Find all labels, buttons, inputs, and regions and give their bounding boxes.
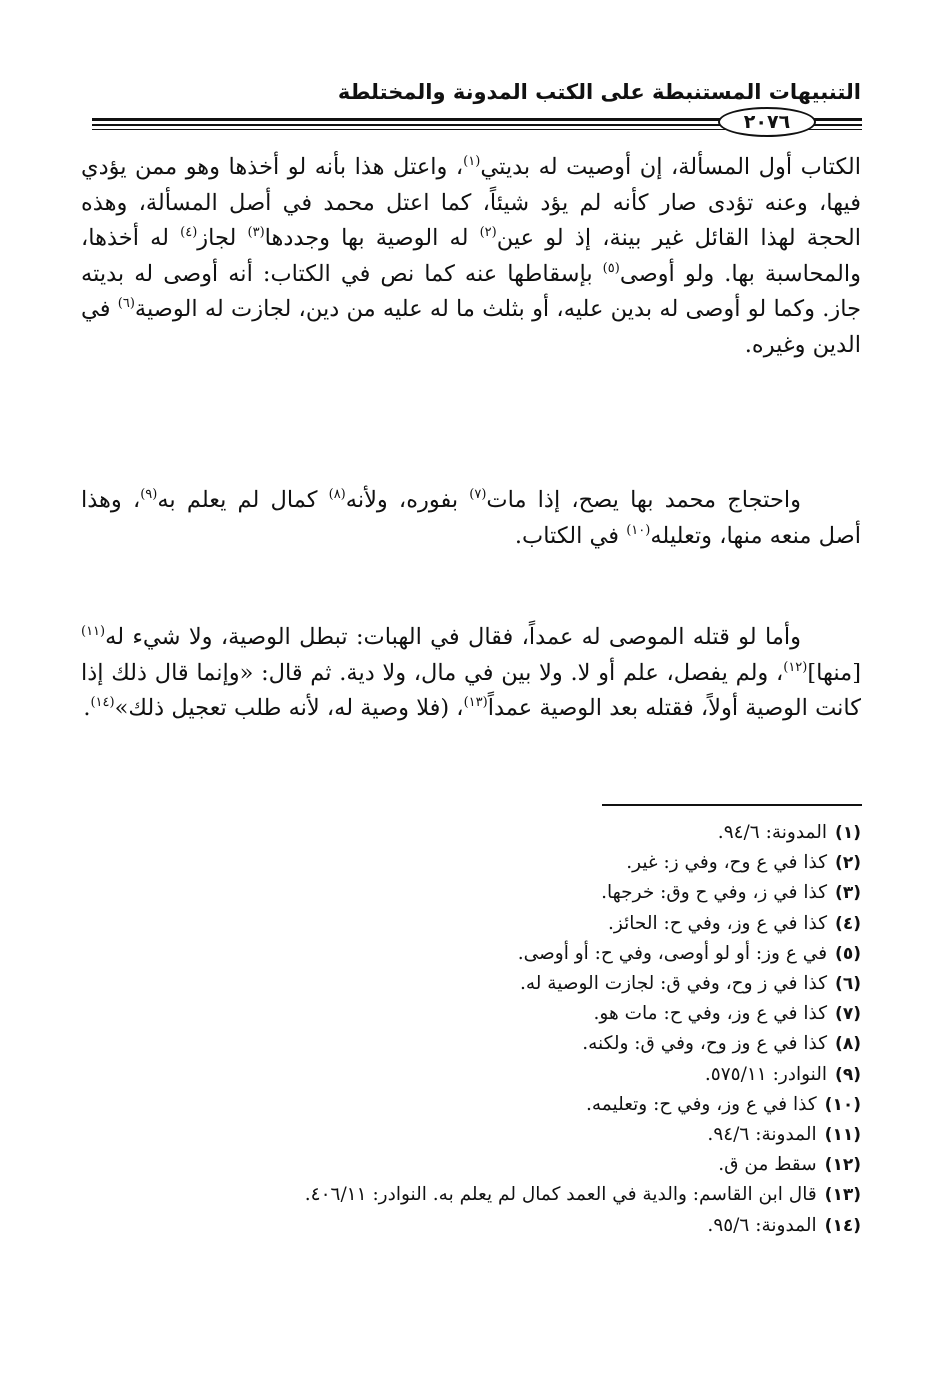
footnote bbox=[81, 969, 861, 999]
footnote-number: (٧) bbox=[835, 1004, 861, 1025]
footnote-text: قال ابن القاسم: والدية في العمد كمال لم يعلم به. النوادر: ٤٠٦/١١. bbox=[304, 1184, 817, 1206]
body-paragraph-3 bbox=[81, 620, 861, 727]
body-paragraph-1 bbox=[81, 150, 861, 363]
footnote-separator bbox=[602, 804, 862, 806]
text-run: واحتجاج محمد بها يصح، إذا مات bbox=[486, 487, 801, 513]
footnote-ref: (١٢) bbox=[783, 659, 808, 675]
footnote bbox=[81, 848, 861, 878]
footnote-number: (٩) bbox=[835, 1064, 861, 1085]
text-run: بإسقاطها عنه كما نص في الكتاب: أنه أوصى له بديته جاز. وكما لو أوصى له بدين عليه، أو بثلث ما له عليه من دين، لجازت له الوصية bbox=[81, 260, 861, 322]
footnote-ref: (٣) bbox=[247, 225, 265, 240]
footnote bbox=[81, 1211, 861, 1241]
text-run: ، (فلا وصية له، لأنه طلب تعجيل ذلك» bbox=[114, 695, 464, 721]
footnote-ref: (٨) bbox=[328, 487, 346, 502]
footnote-number: (٥) bbox=[835, 943, 861, 964]
footnote-text: المدونة: ٩٥/٦. bbox=[707, 1214, 817, 1236]
footnote bbox=[81, 1180, 861, 1210]
footnote-text: كذا في ع وح، وفي ز: غير. bbox=[626, 852, 828, 874]
footnote-ref: (٢) bbox=[479, 225, 497, 240]
footnote-text: المدونة: ٩٤/٦. bbox=[717, 822, 828, 843]
text-run: لجاز bbox=[197, 225, 248, 251]
footnote-number: (٢) bbox=[835, 853, 861, 874]
footnote bbox=[81, 878, 861, 908]
footnote-ref: (١١) bbox=[81, 624, 106, 639]
footnote bbox=[81, 909, 861, 939]
text-run: ، وهذا أصل منعه منها، وتعليله bbox=[81, 487, 861, 549]
footnote-ref: (١) bbox=[463, 154, 481, 169]
text-run: [منها] bbox=[807, 659, 861, 686]
footnote bbox=[81, 1060, 861, 1090]
footnote-number: (١٢) bbox=[824, 1155, 861, 1176]
footnote-ref: (٩) bbox=[140, 487, 158, 502]
footnote-ref: (٧) bbox=[469, 487, 487, 502]
footnote bbox=[81, 1120, 861, 1150]
footnote-text: المدونة: ٩٤/٦. bbox=[707, 1124, 817, 1146]
text-run: بفوره، ولأنه bbox=[345, 487, 470, 513]
footnotes bbox=[81, 818, 861, 1241]
footnote-text: النوادر: ٥٧٥/١١. bbox=[704, 1063, 828, 1085]
footnote bbox=[81, 1029, 861, 1059]
footnote-text: كذا في ع وز، وفي ح: الحائز. bbox=[608, 912, 828, 934]
text-run: الكتاب أول المسألة، إن أوصيت له بديتي bbox=[480, 154, 861, 180]
footnote-number: (١) bbox=[835, 823, 861, 843]
footnote-number: (١١) bbox=[824, 1125, 861, 1146]
text-run: له الوصية بها وجددها bbox=[264, 225, 480, 251]
text-run: ، ولم يفصل، علم أو لا. ولا بين في مال، ولا دية. ثم قال: «وإنما قال ذلك إذا كانت الوصية أولاً، فقتله بعد الوصية عمداً bbox=[81, 659, 861, 721]
footnote-ref: (٤) bbox=[180, 225, 198, 240]
footnote bbox=[81, 818, 861, 848]
footnote-text: كذا في ع وز، وفي ح: وتعليمه. bbox=[586, 1093, 817, 1115]
footnote-ref: (٦) bbox=[117, 296, 135, 311]
text-run: في الكتاب. bbox=[514, 522, 627, 549]
footnote-number: (١٠) bbox=[824, 1094, 861, 1115]
text-run: ، واعتل هذا بأنه لو أخذها وهو ممن يؤدي فيها، وعنه تؤدى صار كأنه لم يؤد شيئاً، كما اعتل محمد في أصل المسألة، وهذه الحجة لهذا القائل غير بينة، إذ لو عين bbox=[81, 154, 861, 251]
footnote-number: (٨) bbox=[835, 1034, 861, 1055]
page-number: ٢٠٧٦ bbox=[718, 107, 816, 137]
footnote-number: (٣) bbox=[835, 883, 861, 904]
text-run: في الدين وغيره. bbox=[81, 296, 861, 358]
footnote-text: كذا في ع وز، وفي ح: مات هو. bbox=[593, 1003, 828, 1025]
footnote-text: كذا في ز، وفي ح وق: خرجها. bbox=[601, 882, 828, 904]
footnote-text: سقط من ق. bbox=[718, 1154, 817, 1176]
footnote-number: (٦) bbox=[835, 974, 861, 995]
footnote-number: (٤) bbox=[835, 913, 861, 934]
text-run: كمال لم يعلم به bbox=[157, 487, 329, 513]
footnote-ref: (١٤) bbox=[90, 695, 115, 710]
text-run: . bbox=[83, 695, 91, 721]
text-run: له أخذها، والمحاسبة بها. ولو أوصى bbox=[81, 225, 861, 287]
running-header-title: التنبيهات المستنبطة على الكتب المدونة والمختلطة bbox=[337, 80, 861, 104]
footnote-number: (١٤) bbox=[824, 1215, 861, 1236]
footnote bbox=[81, 939, 861, 969]
body-paragraph-2 bbox=[81, 483, 861, 554]
footnote-number: (١٣) bbox=[824, 1185, 861, 1206]
footnote bbox=[81, 1090, 861, 1120]
footnote-ref: (١٠) bbox=[626, 522, 651, 538]
footnote bbox=[81, 1150, 861, 1180]
footnote-text: في ع وز: أو لو أوصى، وفي ح: أو أوصى. bbox=[517, 942, 828, 964]
footnote-text: كذا في ز وح، وفي ق: لجازت الوصية له. bbox=[519, 973, 828, 995]
footnote-ref: (١٣) bbox=[463, 695, 488, 710]
footnote-ref: (٥) bbox=[602, 260, 620, 276]
footnote-text: كذا في ع وز وح، وفي ق: ولكنه. bbox=[582, 1033, 828, 1055]
text-run: وأما لو قتله الموصى له عمداً، فقال في الهبات: تبطل الوصية، ولا شيء له bbox=[105, 624, 801, 650]
footnote bbox=[81, 999, 861, 1029]
